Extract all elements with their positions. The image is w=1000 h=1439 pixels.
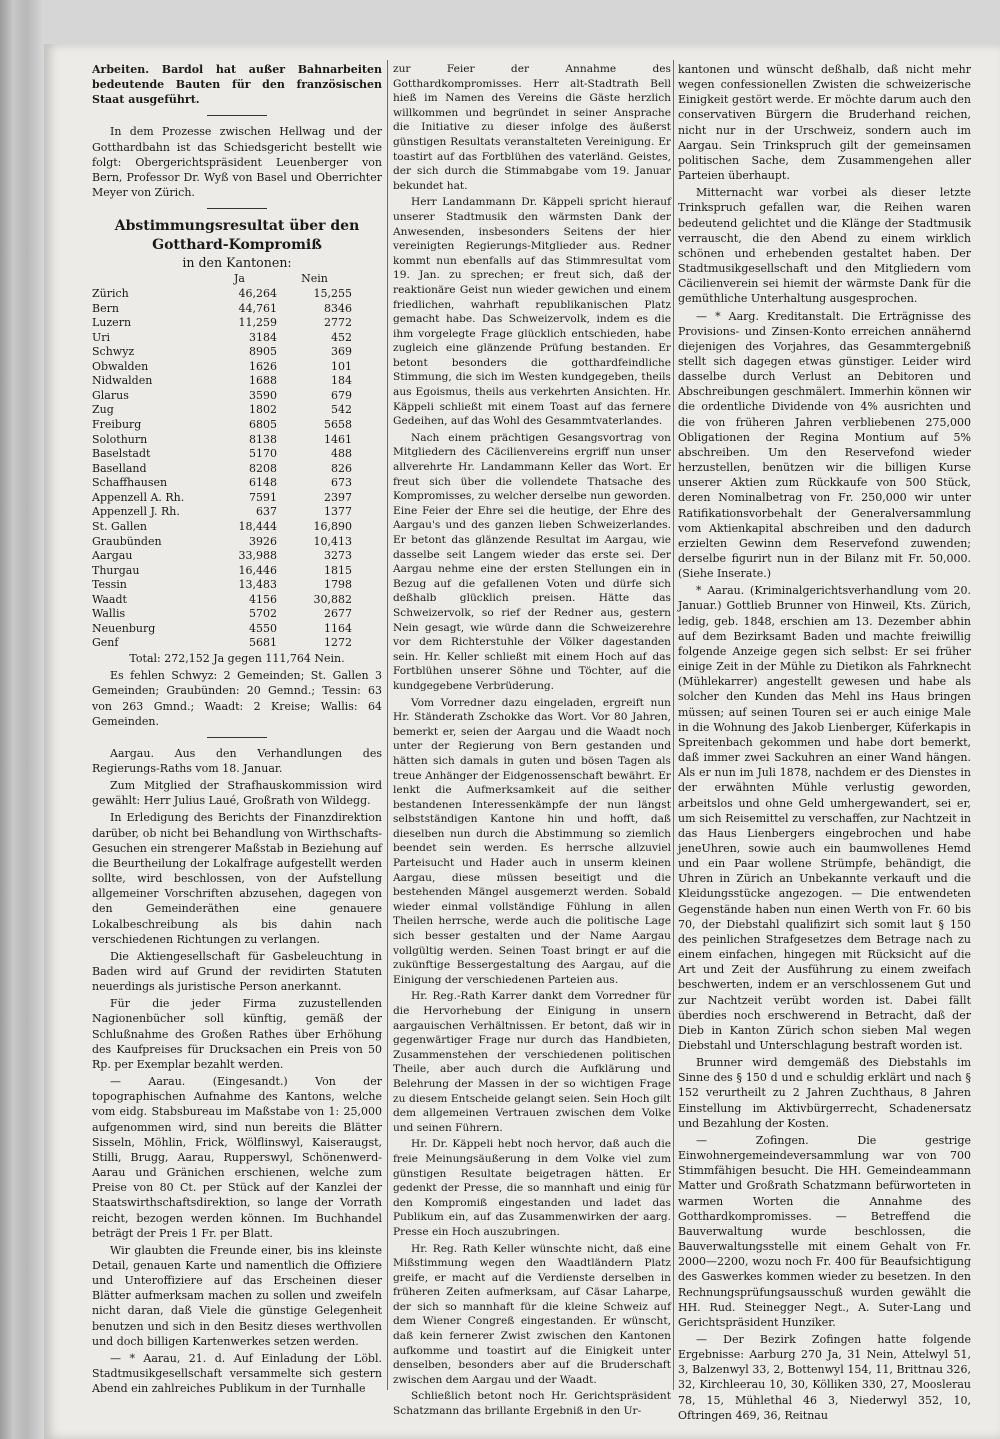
canton-nein: 1272 [324,636,352,650]
aargau-p7: — * Aarau, 21. d. Auf Einladung der Löbl. Stadtmusikgesellschaft versammelte sich gestern Abend ein zahlreiches Publikum in der Turnhalle [92,1351,382,1396]
canton-row [92,287,352,302]
canton-name: Solothurn [92,432,148,446]
canton-row [92,389,352,404]
canton-nein: 30,882 [313,592,352,606]
canton-name: Glarus [92,388,129,402]
canton-ja: 44,761 [238,301,277,315]
aargau-p4: Für die jeder Firma zuzustellenden Nagionenbücher soll künftig, gemäß der Schlußnahme des Großen Rathes über Erhöhung des Kaufpreises für Drucksachen ein Preis von 50 Rp. per Exemplar bezahlt werden. [92,997,382,1071]
column-rule-1 [387,60,388,1390]
canton-ja: 16,446 [238,563,277,577]
canton-name: Graubünden [92,534,162,548]
canton-ja: 8208 [249,461,277,475]
zofingen-paragraph: — Zofingen. Die gestrige Einwohnergemeindeversammlung war von 700 Stimmfähigen besucht. Die HH. Gemeindeammann Matter und Großrath Schatzmann befürworteten in warmen Worten die Annahme des Gotthardkompromisses. — Betreffend die Bauverwaltung wurde beschlossen, die Bauverwaltungsstelle mit einem Gehalt von Fr. 2000—2200, wozu noch Fr. 400 für Beaufsichtigung des Gaswerkes kommen wieder zu besetzen. In den Rechnungsprüfungsausschuß wurden gewählt die HH. Rud. Steinegger Negt., A. Suter-Lang und Gerichtspräsident Hunziker. [678,1133,971,1329]
canton-ja: 1688 [249,374,277,388]
canton-ja: 6805 [249,418,277,432]
canton-ja: 1802 [249,403,277,417]
canton-ja: 3184 [249,330,277,344]
feier-p3: Nach einem prächtigen Gesangsvortrag von Mitgliedern des Cäcilienvereins ergriff nun unser allverehrte Hr. Landammann Keller das Wort. Er freut sich über die vollendete Thatsache des Kompromisses, zu welcher derselbe nun geworden. Eine Feier der Ehre sei die heutige, der Ehre des Aargau's und des ganzen lieben Schweizerlandes. Er betont das glänzende Resultat im Aargau, wie dasselbe seit Langem wieder das erste sei. Der Aargau nehme eine der ersten Stellungen ein in Bezug auf die gefallenen Voten und dürfe sich deßhalb glücklich preisen. Hätte das Schweizervolk, so rief der Redner aus, gestern Nein gesagt, wie würde dann die Schweizerehre vor dem Richterstuhle der Völker dagestanden sein. Hr. Keller schließt mit einem Hoch auf das Fortblühen unserer Söhne und Töchter, auf die kundgegebene Verbrüderung. [393,431,671,692]
canton-row [92,316,352,331]
column-1 [92,62,382,1398]
feier-p6: Hr. Dr. Käppeli hebt noch hervor, daß auch die freie Meinungsäußerung in dem Volke viel zum günstigen Resultate beigetragen hätten. Er gedenkt der Presse, die so mannhaft und einig für den Kompromiß eingestanden und ladet das Publikum ein, auf das Zusammenwirken der aarg. Presse ein Hoch auszubringen. [393,1138,671,1238]
canton-ja: 18,444 [238,519,277,533]
canton-name: Genf [92,636,119,650]
canton-nein: 369 [331,345,352,359]
canton-name: Neuenburg [92,621,156,635]
canton-ja: 4550 [249,621,277,635]
canton-name: Wallis [92,607,126,621]
urteil-paragraph: Brunner wird demgemäß des Diebstahls im Sinne des § 150 d und e schuldig erklärt und nach § 152 verurtheilt zu 2 Jahren Zuchthaus, 8 Jahren Einstellung im Aktivbürgerrecht, Schadenersatz und Bezahlung der Kosten. [678,1056,971,1130]
page-binding-edge [0,0,44,1439]
canton-row [92,593,352,608]
col-nein-header: Nein [301,272,328,286]
feier-p7: Hr. Reg. Rath Keller wünschte nicht, daß eine Mißstimmung wegen den Waadtländern Platz greife, er macht auf die Verdienste derselben in früheren Zeiten aufmerksam, auf Cäsar Laharpe, der sich so mannhaft für die kleine Schweiz auf dem Wiener Congreß eingestanden. Er wünscht, daß kein fernerer Zwist zwischen den Kantonen aufkomme und toastirt auf die Einigkeit unter denselben, besonders aber auf die Bruderschaft zwischen dem Aargau und der Waadt. [393,1242,671,1386]
canton-row [92,578,352,593]
prozess-paragraph: In dem Prozesse zwischen Hellwag und der Gotthardbahn ist das Schiedsgericht bestellt wie folgt: Obergerichtspräsident Leuenberger von Bern, Professor Dr. Wyß von Basel und Oberrichter Meyer von Zürich. [92,125,382,200]
feier-p4: Vom Vorredner dazu eingeladen, ergreift nun Hr. Ständerath Zschokke das Wort. Vor 80 Jahren, bemerkt er, seien der Aargau und die Waadt noch unter der Regierung von Bern gestanden und hätten sich damals in guten und bösen Tagen als treue Anhänger der Eidgenossenschaft bewährt. Er lenkt die Aufmerksamkeit auf die seither bestandenen Interessenkämpfe der nun längst selbstständigen Kantone hin und hofft, daß dieselben nun durch die Abstimmung so ziemlich beendet sein werden. Es herrsche allzuviel Parteisucht und Hader auch in unserm kleinen Aargau, diese müssen beseitigt und die bestehenden Mängel ausgemerzt werden. Sobald wieder einmal vollständige Fühlung in allen Theilen herrsche, werde auch die politische Lage sich besser gestalten und der Name Aargau vollgültig werden. Seinen Toast bringt er auf die zukünftige Bessergestaltung des Aargau, auf die Einigung der verschiedenen Parteien aus. [393,696,671,986]
canton-row [92,491,352,506]
aargau-p5: — Aarau. (Eingesandt.) Von der topographischen Aufnahme des Kantons, welche vom eidg. Stabsbureau im Maßstabe von 1: 25,000 aufgenommen wird, sind nun bereits die Blätter Sisseln, Möhlin, Frick, Wölflinswyl, Kaiseraugst, Stilli, Brugg, Aarau, Rupperswyl, Schönenwerd-Aarau und Gränichen erschienen, welche zum Preise von 80 Ct. per Stück auf der Kanzlei der Staatswirthschaftsdirektion, so lange der Vorrath reicht, bezogen werden können. Im Buchhandel beträgt der Preis 1 Fr. per Blatt. [92,1075,382,1240]
canton-ja: 3590 [249,388,277,402]
canton-nein: 826 [331,461,352,475]
canton-name: Baselland [92,461,147,475]
canton-nein: 15,255 [313,286,352,300]
canton-nein: 10,413 [313,534,352,548]
feier-p1: zur Feier der Annahme des Gotthardkompromisses. Herr alt-Stadtrath Bell hieß im Namen des Vereins die Gäste herzlich willkommen und begründet in seiner Ansprache die Initiative zu dieser infolge des äußerst günstigen Resultats veranstalteten Vereinigung. Er toastirt auf das Fortblühen des vaterländ. Geistes, der sich durch die Stimmabgabe vom 19. Januar bekundet hat. [393,63,671,192]
aargau-p3: Die Aktiengesellschaft für Gasbeleuchtung in Baden wird auf Grund der revidirten Statuten neuerdings als juristische Person anerkannt. [92,949,382,994]
canton-row [92,622,352,637]
canton-nein: 184 [331,374,352,388]
canton-row [92,535,352,550]
canton-ja: 13,483 [238,578,277,592]
canton-name: Obwalden [92,359,149,373]
canton-ja: 4156 [249,592,277,606]
canton-name: Aargau [92,549,133,563]
canton-row [92,302,352,317]
scan-top-margin [0,0,1000,44]
canton-row [92,345,352,360]
canton-ja: 33,988 [238,549,277,563]
canton-ja: 7591 [249,490,277,504]
canton-nein: 542 [331,403,352,417]
canton-row [92,462,352,477]
canton-name: Appenzell J. Rh. [92,505,180,519]
feier-p5: Hr. Reg.-Rath Karrer dankt dem Vorredner für die Hervorhebung der Einigung in unsern aargauischen Verhältnissen. Er betont, daß wir in gegenwärtiger Frage nur durch das Handbieten, Zusammenstehen der verschiedenen politischen Theile, aber auch durch die Aufklärung und Belehrung der Massen in der so wichtigen Frage zu diesem Entscheide gelangt seien. Sein Hoch gilt dem allgemeinen Vertrauen zwischen dem Volke und seinen Führern. [393,990,671,1134]
canton-ja: 6148 [249,476,277,490]
canton-ja: 11,259 [238,316,277,330]
vote-table-subheading: in den Kantonen: [182,255,292,271]
aargau-regierung-heading: Aargau. Aus den Verhandlungen des Regierungs-Raths vom 18. Januar. [92,746,382,775]
canton-name: Baselstadt [92,447,151,461]
canton-row [92,360,352,375]
separator [207,208,267,209]
aargau-p1: Zum Mitglied der Strafhauskommission wird gewählt: Herr Julius Laué, Großrath von Wildegg. [92,779,382,808]
canton-row [92,374,352,389]
canton-name: Luzern [92,316,132,330]
canton-ja: 8905 [249,345,277,359]
canton-nein: 1377 [324,505,352,519]
vote-table-body [92,287,352,651]
canton-name: Tessin [92,578,127,592]
vote-results-table [92,272,352,651]
canton-nein: 3273 [324,549,352,563]
canton-name: Nidwalden [92,374,153,388]
canton-name: Schaffhausen [92,476,168,490]
canton-nein: 673 [331,476,352,490]
feier-p2: Herr Landammann Dr. Käppeli spricht hierauf unserer Stadtmusik den wärmsten Dank der Anwesenden, insbesonders Seitens der hier vereinigten Regierungs-Mitglieder aus. Redner kommt nun ebenfalls auf das Stimmresultat vom 19. Jan. zu sprechen; er freut sich, daß der reaktionäre Geist nun wieder gewichen und einem friedlichen, wahrhaft republikanischen Platz gemacht habe. Das Schweizervolk, indem es die ihm vorgelegte Frage glücklich entschieden, habe zugleich eine glänzende Prüfung bestanden. Er betont besonders die gotthardfeindliche Stimmung, die sich im Westen kundgegeben, theils aus Egoismus, theils aus verkehrten Ansichten. Hr. Käppeli schließt mit einem Toast auf das fernere Gedeihen, auf das Wohl des Gesammtvaterlandes. [393,196,671,428]
canton-name: Thurgau [92,563,140,577]
canton-nein: 1798 [324,578,352,592]
vote-total: Total: 272,152 Ja gegen 111,764 Nein. [129,652,345,666]
intro-paragraph: Arbeiten. Bardol hat außer Bahnarbeiten bedeutende Bauten für den französischen Staat ausgeführt. [92,63,382,107]
canton-nein: 8346 [324,301,352,315]
canton-name: Zürich [92,286,129,300]
canton-ja: 5681 [249,636,277,650]
separator [207,115,267,116]
canton-row [92,607,352,622]
canton-row [92,505,352,520]
canton-nein: 5658 [324,418,352,432]
canton-row [92,476,352,491]
canton-ja: 5170 [249,447,277,461]
canton-row [92,564,352,579]
canton-row [92,331,352,346]
col3-p1: kantonen und wünscht deßhalb, daß nicht mehr wegen confessionellen Zwisten die schweizerische Einigkeit gestört werde. Er möchte darum auch den conservativen Bürgern die Bruderhand reichen, nicht nur in der Urschweiz, sondern auch im Aargau. Sein Trinkspruch gilt der gemeinsamen politischen Sache, dem Zusammengehen aller Parteien überhaupt. [678,63,971,183]
canton-name: St. Gallen [92,519,147,533]
canton-nein: 2677 [324,607,352,621]
canton-row [92,403,352,418]
canton-nein: 452 [331,330,352,344]
canton-ja: 1626 [249,359,277,373]
column-rule-2 [673,60,674,1390]
canton-name: Appenzell A. Rh. [92,490,185,504]
canton-name: Waadt [92,592,127,606]
canton-nein: 101 [331,359,352,373]
kriminalgericht-paragraph: * Aarau. (Kriminalgerichtsverhandlung vom 20. Januar.) Gottlieb Brunner von Hinweil, Kts. Zürich, ledig, geb. 1848, erschien am 13. Dezember abhin auf dem Bezirksamt Baden und machte freiwillig folgende Anzeige gegen sich selbst: Er sei früher einige Zeit in der Mühle zu Dietikon als Fahrknecht (Mühlekarrer) angestellt gewesen und habe als solcher den Kunden das Mehl ins Haus bringen müssen; auf seinen Touren sei er auch einige Male in die Wohnung des Jakob Lienberger, Küferkapis in Spreitenbach gekommen und habe dort bemerkt, daß immer zwei Sackuhren an einer Wand hängen. Als er nun im Juli 1878, nachdem er des Dienstes in der erwähnten Mühle verlustig geworden, arbeitslos und ohne Geld umhergewandert, sei er, um sich Reisemittel zu verschaffen, zur Nachtzeit in das Haus Lienbergers eingebrochen und habe jeneUhren, sowie auch ein baumwollenes Hemd und ein Paar wollene Strümpfe, behändigt, die Uhren in Zürich an Unbekannte verkauft und die Kleidungsstücke angezogen. — Die entwendeten Gegenstände haben nun einen Werth von Fr. 60 bis 70, der Diebstahl qualifizirt sich somit laut § 150 des peinlichen Strafgesetzes dem Betrage nach zu einem einfachen, hingegen mit Rücksicht auf die Art und Zeit der Ausführung zu einem zweifach beschwerten, indem er an verschlossenem Gut und zur Nachtzeit verübt worden ist. Dabei fällt überdies noch erschwerend in Betracht, daß der Dieb in Kanton Zürich schon sieben Mal wegen Diebstahl und Unterschlagung bestraft worden ist. [678,584,971,1052]
separator [207,737,267,738]
canton-nein: 2772 [324,316,352,330]
column-3 [678,62,971,1425]
canton-row [92,549,352,564]
canton-name: Zug [92,403,114,417]
canton-row [92,433,352,448]
feier-p8: Schließlich betont noch Hr. Gerichtspräsident Schatzmann das brillante Ergebniß in den Ur- [393,1390,671,1418]
canton-nein: 1461 [324,432,352,446]
canton-row [92,520,352,535]
bezirk-zofingen-paragraph: — Der Bezirk Zofingen hatte folgende Ergebnisse: Aarburg 270 Ja, 31 Nein, Attelwyl 51, 3, Balzenwyl 33, 2, Bottenwyl 154, 11, Brittnau 326, 32, Kirchleerau 10, 30, Kölliken 330, 27, Mooslerau 78, 15, Mühlethal 46 3, Niederwyl 352, 10, Oftringen 469, 36, Reitnau [678,1332,971,1422]
canton-row [92,447,352,462]
canton-name: Bern [92,301,119,315]
canton-name: Schwyz [92,345,135,359]
canton-ja: 3926 [249,534,277,548]
vote-missing-note: Es fehlen Schwyz: 2 Gemeinden; St. Gallen 3 Gemeinden; Graubünden: 20 Gemnd.; Tessin: 63 von 263 Gmnd.; Waadt: 2 Kreise; Wallis: 64 Gemeinden. [92,669,382,728]
canton-nein: 679 [331,388,352,402]
canton-nein: 16,890 [313,519,352,533]
kreditanstalt-paragraph: — * Aarg. Kreditanstalt. Die Erträgnisse des Provisions- und Zinsen-Konto erreichen annähernd diejenigen des Vorjahres, das Gesammtergebniß stellt sich dagegen etwas günstiger. Leider wird dasselbe durch Verlust an Debitoren und Abschreibungen geschmälert. Immerhin können wir die ordentliche Dividende von 4% ausrichten und die von früheren Jahren verbliebenen 275,000 Obligationen der Regina Montium auf 5% abschreiben. Um den Reservefond wieder herzustellen, benützen wir die billigen Kurse unserer Aktien zum Rückkaufe von 500 Stück, deren Nominalbetrag von Fr. 250,000 wir unter Ratifikationsvorbehalt der Generalversammlung vom Aktienkapital abschreiben und den dadurch erzielten Gewinn dem Reservefond zuwenden; derselbe figurirt nun in der Bilanz mit Fr. 50,000. (Siehe Inserate.) [678,309,971,581]
vote-table-heading: Abstimmungsresultat über den Gotthard-Kompromiß [114,218,360,254]
canton-ja: 8138 [249,432,277,446]
canton-name: Freiburg [92,418,142,432]
canton-ja: 46,264 [238,286,277,300]
canton-row [92,418,352,433]
canton-nein: 2397 [324,490,352,504]
aargau-p6: Wir glaubten die Freunde einer, bis ins kleinste Detail, genauen Karte und namentlich die Offiziere und Unteroffiziere auf das Erscheinen dieser Blätter aufmerksam machen zu sollen und zweifeln nicht daran, daß Viele die günstige Gelegenheit benutzen und sich in den Besitz dieses werthvollen und doch billigen Kartenwerkes setzen werden. [92,1243,382,1348]
canton-nein: 1164 [324,621,352,635]
col3-p2: Mitternacht war vorbei als dieser letzte Trinkspruch gefallen war, die Reihen waren bedeutend gelichtet und die Klänge der Stadtmusik verrauscht, die den Abend zu einem wirklich schönen und erhebenden gestaltet haben. Der Stadtmusikgesellschaft und den Mitgliedern vom Cäcilienverein sei hiemit der wärmste Dank für die gemüthliche Unterhaltung ausgesprochen. [678,186,971,306]
canton-row [92,636,352,651]
column-2 [393,62,671,1421]
canton-nein: 1815 [324,563,352,577]
col-ja-header: Ja [234,272,245,286]
canton-name: Uri [92,330,111,344]
aargau-p2: In Erledigung des Berichts der Finanzdirektion darüber, ob nicht bei Behandlung von Wirthschafts-Gesuchen ein strengerer Maßstab in Beziehung auf die Beurtheilung der Lokalfrage aufgestellt werden sollte, wird beschlossen, von der Aufstellung allgemeiner Vorschriften abzusehen, dagegen von den Gemeinderäthen eine genauere Lokalbeschreibung als bis dahin nach verschiedenen Richtungen zu verlangen. [92,811,382,946]
canton-nein: 488 [331,447,352,461]
canton-ja: 637 [256,505,277,519]
canton-ja: 5702 [249,607,277,621]
